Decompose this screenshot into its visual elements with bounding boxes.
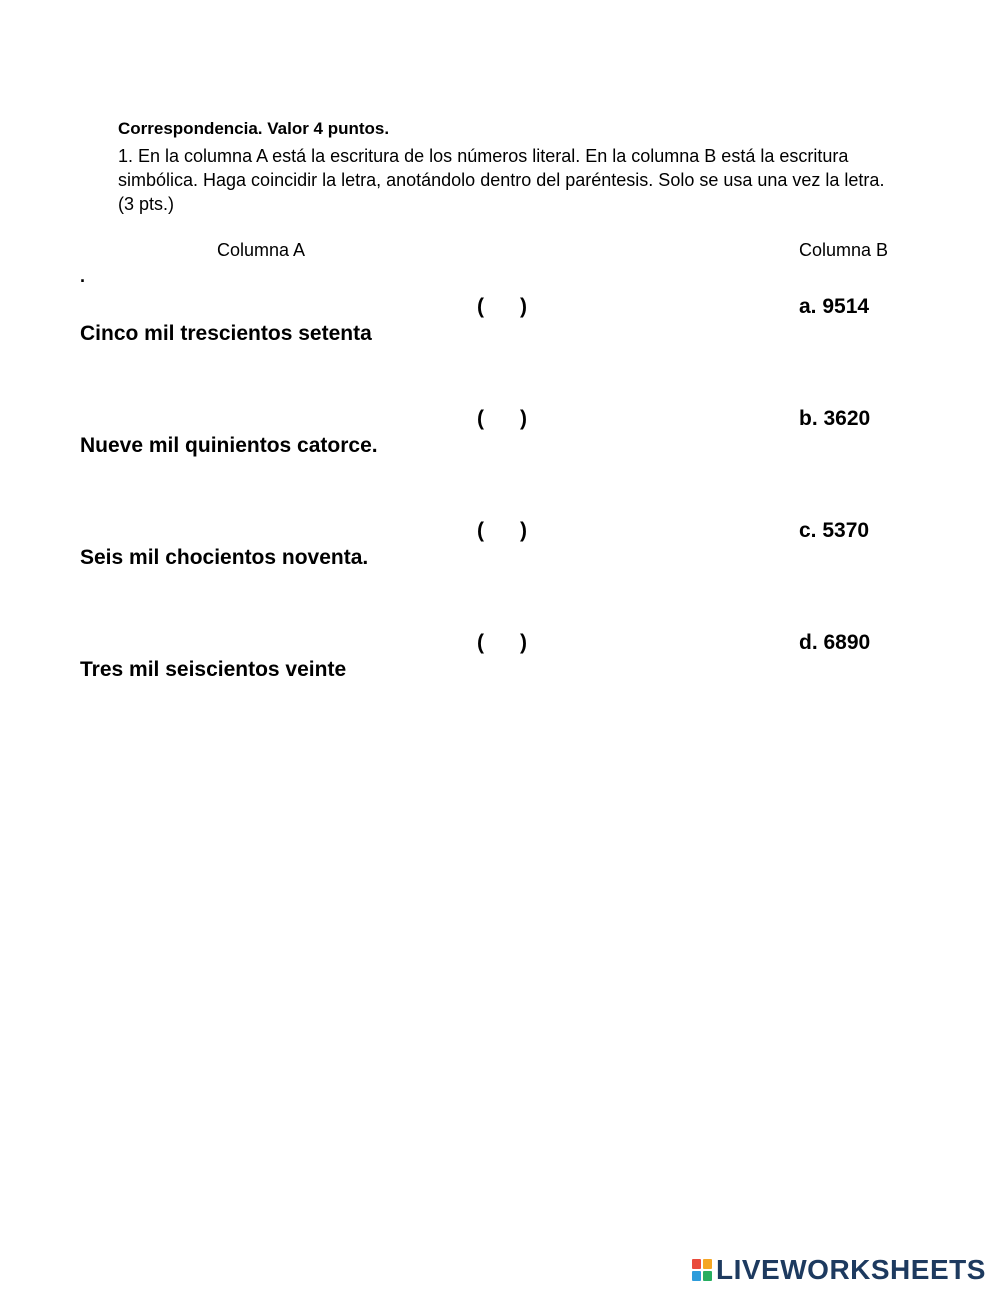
match-row — [0, 295, 1000, 355]
match-row — [0, 407, 1000, 467]
column-a-phrase: Nueve mil quinientos catorce. — [80, 434, 378, 457]
paren-open: ( — [477, 295, 484, 318]
stray-mark: . — [80, 266, 86, 286]
logo-tile — [703, 1271, 712, 1281]
paren-open: ( — [477, 519, 484, 542]
paren-close: ) — [520, 519, 527, 542]
liveworksheets-logo[interactable] — [692, 1254, 986, 1286]
paren-open: ( — [477, 407, 484, 430]
column-b-header: Columna B — [799, 240, 889, 260]
match-row — [0, 631, 1000, 691]
column-a-header: Columna A — [217, 240, 306, 260]
column-b-option: a. 9514 — [799, 295, 870, 318]
column-a-phrase: Seis mil chocientos noventa. — [80, 546, 369, 569]
brand-name: LIVEWORKSHEETS — [716, 1254, 986, 1285]
section-heading: Correspondencia. Valor 4 puntos. — [118, 119, 390, 138]
match-row — [0, 519, 1000, 579]
logo-tile — [692, 1271, 701, 1281]
answer-blank[interactable] — [477, 519, 531, 547]
logo-tile — [692, 1259, 701, 1269]
paren-close: ) — [520, 295, 527, 318]
answer-blank[interactable] — [477, 631, 531, 659]
logo-tile — [703, 1259, 712, 1269]
column-b-option: d. 6890 — [799, 631, 871, 654]
instructions-text: 1. En la columna A está la escritura de los números literal. En la columna B está la escritura simbólica. Haga coincidir la letra, anotándolo dentro del paréntesis. Solo se usa una vez la letra. (3 pts.) — [118, 146, 885, 214]
paren-open: ( — [477, 631, 484, 654]
answer-blank[interactable] — [477, 407, 531, 435]
column-a-phrase: Tres mil seiscientos veinte — [80, 658, 347, 681]
column-a-phrase: Cinco mil trescientos setenta — [80, 322, 372, 345]
column-b-option: b. 3620 — [799, 407, 871, 430]
liveworksheets-logo-icon — [692, 1259, 712, 1281]
paren-close: ) — [520, 631, 527, 654]
paren-close: ) — [520, 407, 527, 430]
column-b-option: c. 5370 — [799, 519, 870, 542]
answer-blank[interactable] — [477, 295, 531, 323]
